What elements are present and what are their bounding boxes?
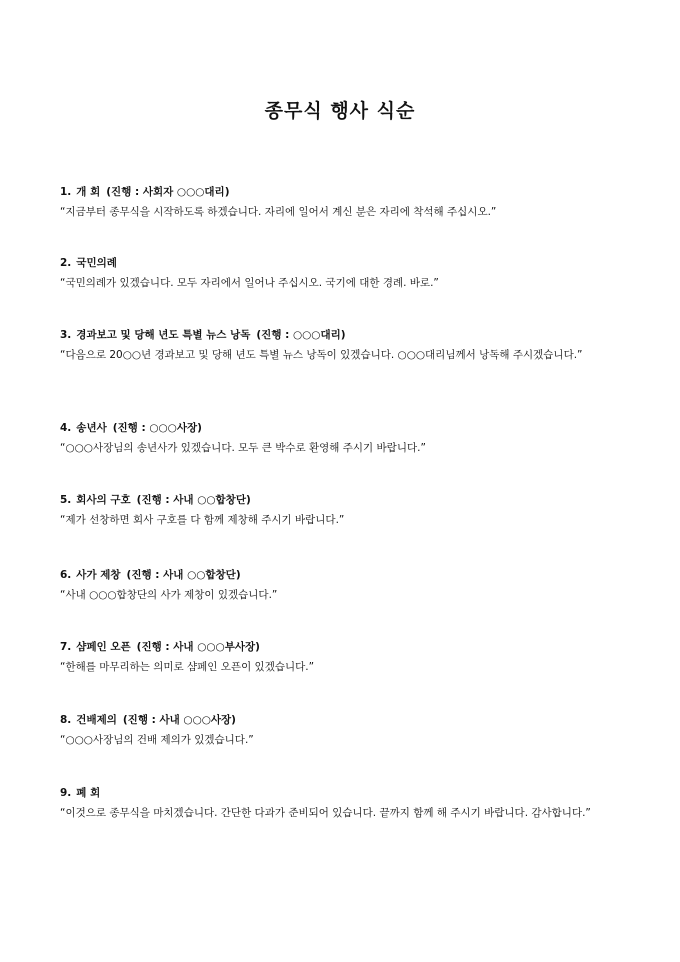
item-number: 2.: [60, 257, 72, 269]
item-presenter: (진행 : 사내 ○○합창단): [126, 569, 241, 581]
item-number: 7.: [60, 641, 72, 653]
item-heading: [60, 255, 626, 271]
page-title: 종무식 행사 식순: [264, 100, 416, 122]
item-script: “다음으로 20○○년 경과보고 및 당해 년도 특별 뉴스 낭독이 있겠습니다. ○○○대리님께서 낭독해 주시겠습니다.”: [60, 349, 583, 361]
program-item-8: [60, 712, 626, 750]
program-item-1: [60, 184, 626, 222]
item-presenter: (진행 : ○○○사장): [112, 422, 202, 434]
program-item-4: [60, 420, 626, 458]
item-heading: [60, 327, 626, 343]
program-item-5: [60, 492, 626, 530]
item-title: 건배제의: [76, 714, 117, 726]
item-heading: [60, 639, 626, 655]
program-item-6: [60, 567, 626, 605]
item-number: 5.: [60, 494, 72, 506]
item-script: “국민의례가 있겠습니다. 모두 자리에서 일어나 주십시오. 국기에 대한 경례. 바로.”: [60, 277, 439, 289]
item-title: 사가 제창: [76, 569, 121, 581]
item-number: 3.: [60, 329, 72, 341]
item-title: 샴페인 오픈: [76, 641, 131, 653]
item-script: “제가 선창하면 회사 구호를 다 함께 제창해 주시기 바랍니다.”: [60, 514, 345, 526]
program-item-9: [60, 785, 626, 823]
item-number: 9.: [60, 787, 72, 799]
item-number: 8.: [60, 714, 72, 726]
item-heading: [60, 184, 626, 200]
item-heading: [60, 785, 626, 801]
item-script: “사내 ○○○합창단의 사가 제창이 있겠습니다.”: [60, 589, 278, 601]
item-script: “한해를 마무리하는 의미로 샴페인 오픈이 있겠습니다.”: [60, 661, 315, 673]
program-item-3: [60, 327, 626, 365]
item-title: 폐 회: [76, 787, 101, 799]
item-heading: [60, 712, 626, 728]
item-title: 경과보고 및 당해 년도 특별 뉴스 낭독: [76, 329, 251, 341]
item-number: 4.: [60, 422, 72, 434]
item-title: 국민의례: [76, 257, 117, 269]
item-title: 회사의 구호: [76, 494, 131, 506]
item-script: “이것으로 종무식을 마치겠습니다. 간단한 다과가 준비되어 있습니다. 끝까지 함께 해 주시기 바랍니다. 감사합니다.”: [60, 807, 591, 819]
item-number: 6.: [60, 569, 72, 581]
program-item-2: [60, 255, 626, 293]
item-presenter: (진행 : 사회자 ○○○대리): [106, 186, 230, 198]
item-heading: [60, 420, 626, 436]
item-script: “지금부터 종무식을 시작하도록 하겠습니다. 자리에 일어서 계신 분은 자리에 착석해 주십시오.”: [60, 206, 497, 218]
item-heading: [60, 492, 626, 508]
item-script: “○○○사장님의 송년사가 있겠습니다. 모두 큰 박수로 환영해 주시기 바랍니다.”: [60, 442, 426, 454]
item-heading: [60, 567, 626, 583]
item-number: 1.: [60, 186, 72, 198]
item-presenter: (진행 : 사내 ○○○부사장): [136, 641, 260, 653]
item-presenter: (진행 : 사내 ○○합창단): [136, 494, 251, 506]
item-presenter: (진행 : 사내 ○○○사장): [122, 714, 236, 726]
item-presenter: (진행 : ○○○대리): [256, 329, 346, 341]
program-item-7: [60, 639, 626, 677]
item-script: “○○○사장님의 건배 제의가 있겠습니다.”: [60, 734, 254, 746]
item-title: 개 회: [76, 186, 101, 198]
item-title: 송년사: [76, 422, 107, 434]
